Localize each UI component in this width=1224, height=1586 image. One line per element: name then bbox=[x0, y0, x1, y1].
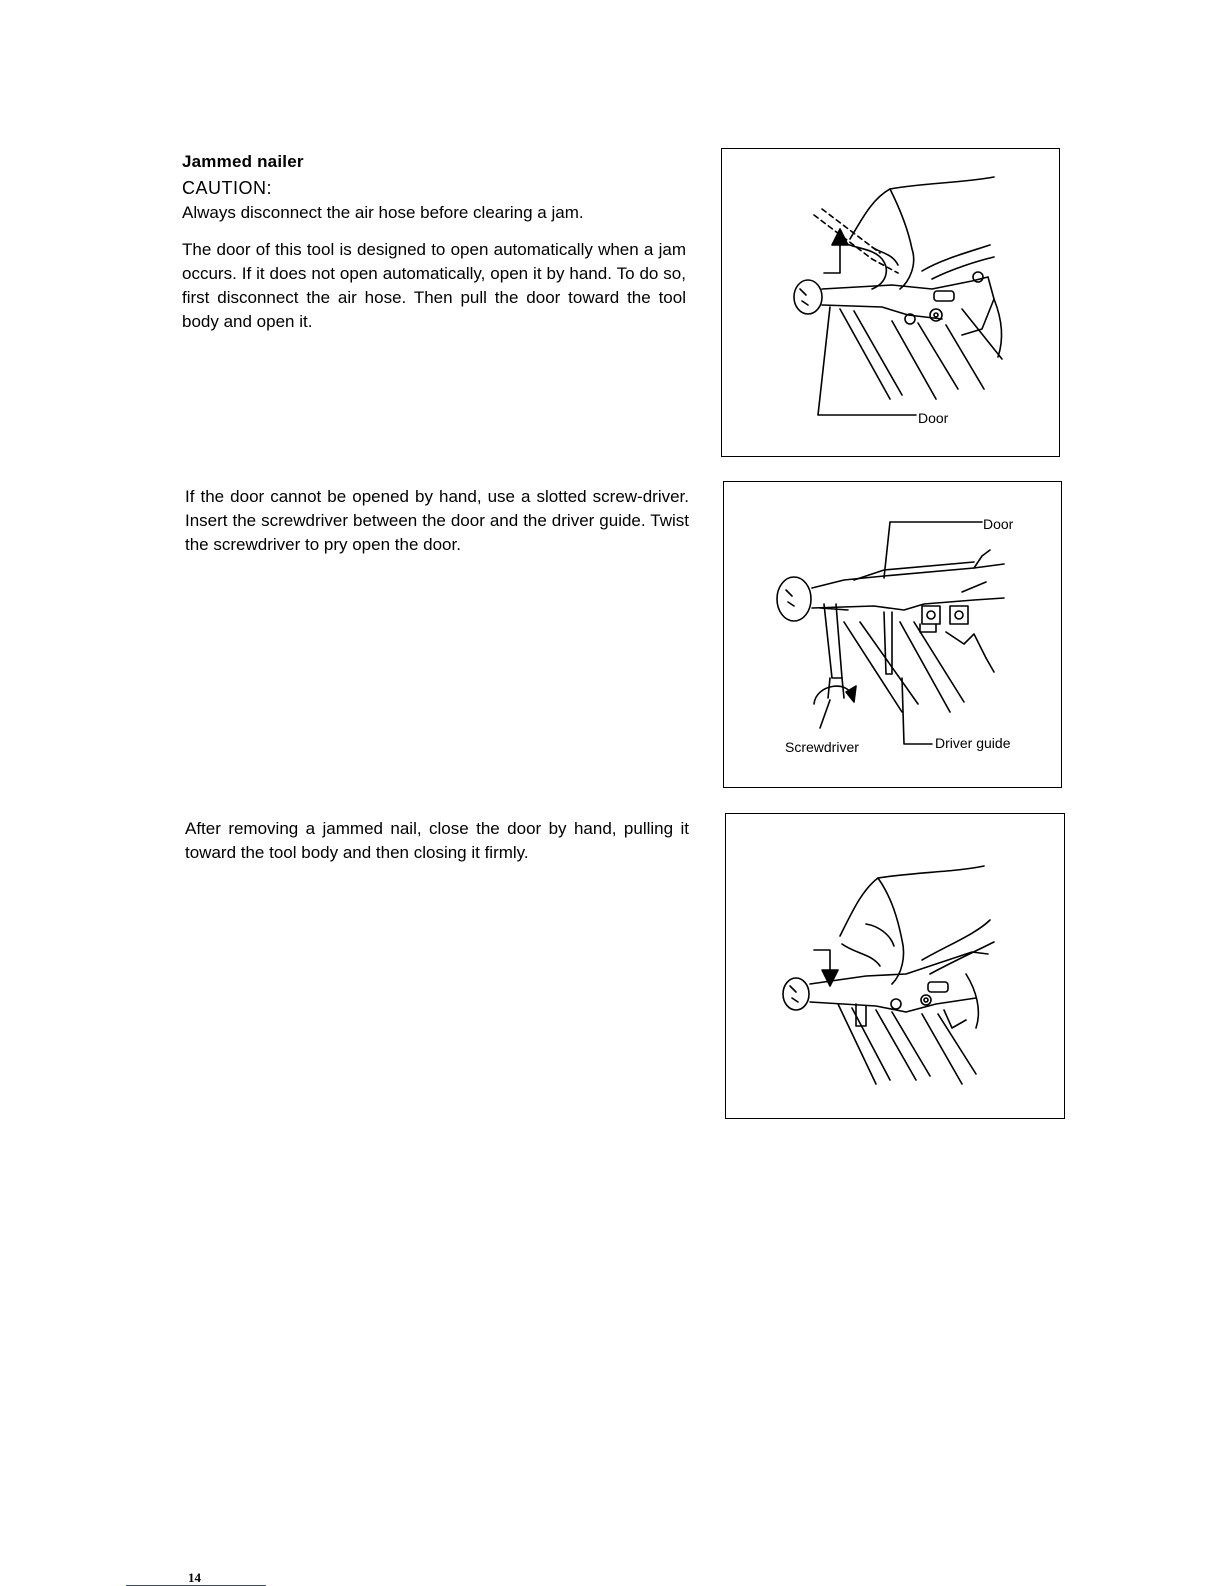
auto-open-paragraph: The door of this tool is designed to open automatically when a jam occurs. If it does not open automatically, open it by hand. To do so, first disconnect the air hose. Then pull the door toward the tool body and open it. bbox=[182, 240, 686, 331]
driver-guide-label: Driver guide bbox=[935, 735, 1011, 751]
door-label: Door bbox=[983, 516, 1014, 532]
close-door-illustration bbox=[726, 814, 1064, 1118]
caution-text: Always disconnect the air hose before clearing a jam. bbox=[182, 203, 584, 222]
section-heading: Jammed nailer bbox=[182, 152, 304, 171]
door-label: Door bbox=[918, 410, 949, 426]
close-door-paragraph: After removing a jammed nail, close the door by hand, pulling it toward the tool body and then closing it firmly. bbox=[185, 819, 689, 862]
screwdriver-paragraph: If the door cannot be opened by hand, use a slotted screw-driver. Insert the screwdriver between the door and the driver guide. Twist the screwdriver to pry open the door. bbox=[185, 487, 689, 554]
nailer-hand-illustration bbox=[722, 149, 1059, 456]
caution-label: CAUTION: bbox=[182, 178, 273, 198]
figure-screwdriver-pry bbox=[723, 481, 1062, 788]
screwdriver-label: Screwdriver bbox=[785, 739, 859, 755]
figure-open-door-by-hand bbox=[721, 148, 1060, 457]
figure-close-door bbox=[725, 813, 1065, 1119]
page-number: 14 bbox=[188, 1570, 201, 1585]
